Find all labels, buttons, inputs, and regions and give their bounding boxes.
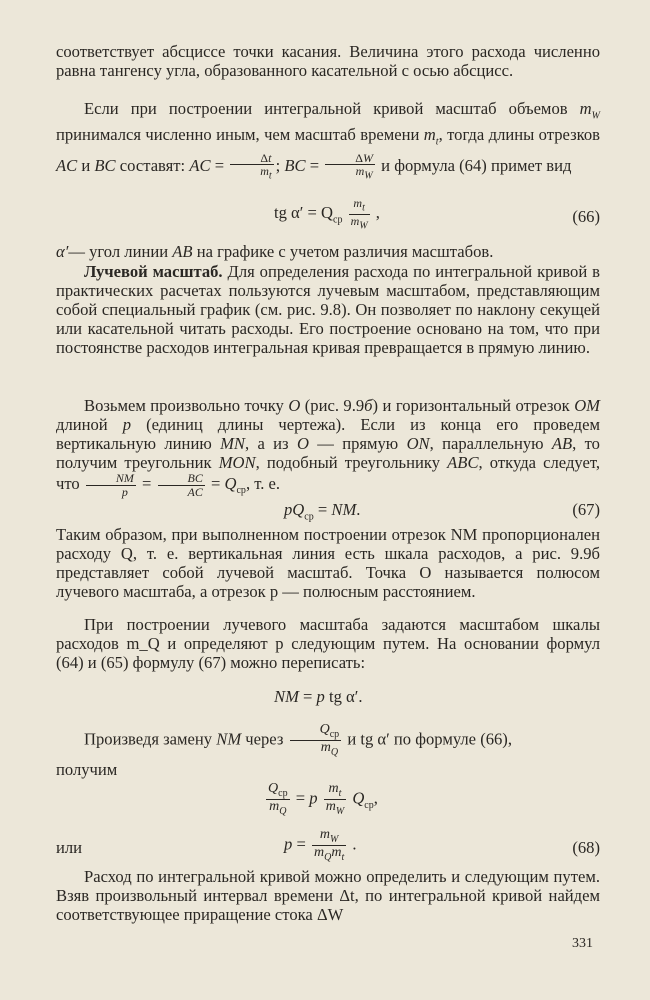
paragraph-2: Если при построении интегральной кривой масштаб объемов $m_W$ принимался численно иным, чем масштаб времени $m_t$, тогда длины отрезков AC и BC составят: AC = $\frac{\Delta t}{m_t}$ ; BC = $\frac{\Delta W}{m_W}$ и формула (64) примет вид bbox=[56, 99, 600, 182]
equation-p-tg: NM = p tg α′. bbox=[274, 687, 363, 706]
paragraph-3: α′— угол линии AB на графике с учетом различия масштабов. bbox=[56, 242, 494, 261]
fraction-dW-mW: $\frac{\Delta W}{m_W}$ bbox=[325, 152, 375, 182]
paragraph-4: Лучевой масштаб. Для определения расхода по интегральной кривой в практических расчетах пользуются лучевым масштабом, представляющим собой специальный график (см. рис. 9.8). Он позволяет по наклону секущей или касательной читать расходы. Его построение основано на том, что при постоянстве расходов интегральная кривая превращается в прямую линию. bbox=[56, 262, 600, 357]
fraction-Qcp-mQ: $\frac{Q_{ср}}{m_Q}$ bbox=[290, 723, 342, 759]
page-number: 331 bbox=[572, 936, 593, 951]
paragraph-1: соответствует абсциссе точки касания. Величина этого расхода численно равна тангенсу угла, образованного касательной с осью абсцисс. bbox=[56, 42, 600, 80]
equation-66: tg $\alpha' = Q_{ср}$ $\frac{m_t}{m_W}$ , (66) bbox=[274, 196, 600, 232]
paragraph-7: При построении лучевого масштаба задаются масштабом шкалы расходов m_Q и определяют p следующим путем. На основании формул (64) и (65) формулу (67) можно переписать: bbox=[56, 615, 600, 672]
fraction-dt-mt: $\frac{\Delta t}{m_t}$ bbox=[230, 152, 273, 182]
section-heading: Лучевой масштаб. bbox=[84, 262, 223, 281]
word-ili: или bbox=[56, 838, 83, 857]
paragraph-8: Произведя замену NM через $\frac{Q_{ср}}{m_Q}$ и tg α′ по формуле (66), bbox=[84, 722, 512, 759]
paragraph-5: Возьмем произвольно точку O (рис. 9.9б) и горизонтальный отрезок OM длиной p (единиц длины чертежа). Если из конца его проведем вертикальную линию MN, а из O — прямую ON, параллельную AB, то получим треугольник MON, подобный треугольнику ABC, откуда следует, что $\frac{NM}{p}$ = $\frac{BC}{AC}$ = $Q_{ср}$, т. е. bbox=[56, 396, 600, 499]
paragraph-9: Расход по интегральной кривой можно определить и следующим путем. Взяв произвольный интервал времени Δt, по интегральной кривой найдем соответствующее приращение стока ΔW bbox=[56, 867, 600, 924]
equation-substitution: $\frac{Q_{ср}}{m_Q}$ = p $\frac{m_t}{m_W}$ $Q_{ср}$, bbox=[268, 781, 378, 818]
equation-68: или p = $\frac{m_W}{m_Qm_t}$ . (68) bbox=[56, 827, 600, 864]
equation-67: $pQ_{ср}$ = NM. (67) bbox=[284, 500, 600, 523]
fraction-BC-AC: $\frac{BC}{AC}$ bbox=[158, 472, 205, 498]
paragraph-8-cont: получим bbox=[56, 760, 118, 779]
paragraph-6: Таким образом, при выполненном построении отрезок NM пропорционален расходу Q, т. е. вертикальная линия есть шкала расходов, а рис. 9.9б представляет собой лучевой масштаб. Точка O называется полюсом лучевого масштаба, а отрезок p — полюсным расстоянием. bbox=[56, 525, 600, 601]
fraction-NM-p: $\frac{NM}{p}$ bbox=[86, 472, 136, 498]
